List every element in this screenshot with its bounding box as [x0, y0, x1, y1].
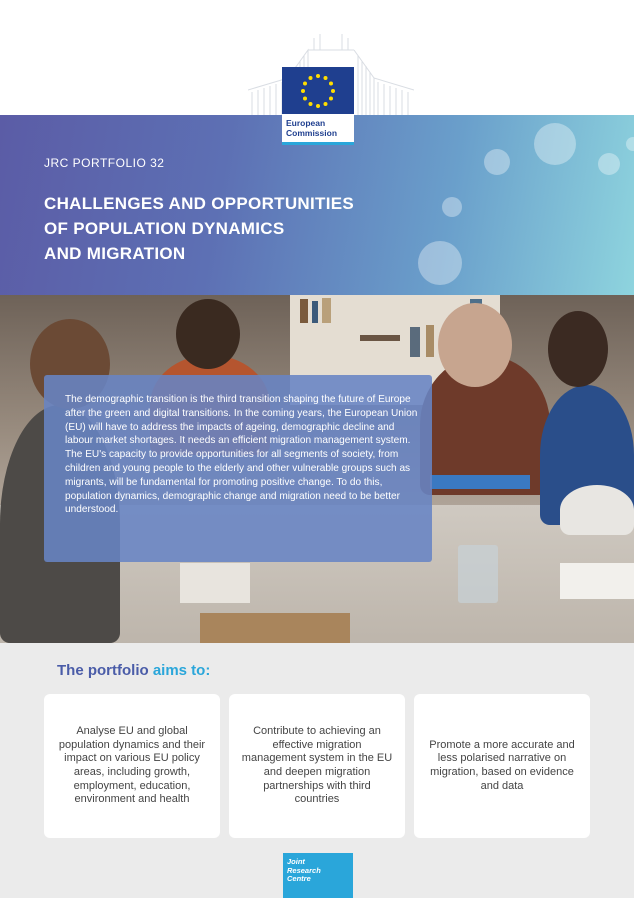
book	[360, 335, 400, 341]
page-title	[44, 191, 354, 266]
aim-card-3	[414, 694, 590, 838]
jrc-logo	[283, 853, 353, 898]
person-head	[438, 303, 512, 387]
decor-bubble	[442, 197, 462, 217]
tablet	[430, 475, 530, 489]
title-line-1: CHALLENGES AND OPPORTUNITIES	[44, 194, 355, 213]
person-head	[548, 311, 608, 387]
aim-card-text: Analyse EU and global population dynamics and their impact on various EU policy areas, including growth, employment, education, environment and health	[58, 725, 206, 806]
portfolio-number: JRC PORTFOLIO 32	[44, 156, 165, 170]
book	[426, 325, 434, 357]
decor-bubble	[626, 137, 634, 151]
european-commission-logo	[282, 67, 354, 145]
aims-heading-strong: The portfolio	[57, 662, 149, 679]
book	[312, 301, 318, 323]
ec-logo-bar	[282, 142, 354, 145]
aim-card-1	[44, 694, 220, 838]
intro-box	[44, 375, 432, 562]
ec-logo-line1: European	[286, 118, 326, 128]
ec-logo-text	[282, 114, 354, 142]
book	[300, 299, 308, 323]
decor-bubble	[534, 123, 576, 165]
paper-sheet	[180, 563, 250, 603]
book	[322, 298, 331, 323]
title-line-2: OF POPULATION DYNAMICS	[44, 219, 285, 238]
aim-card-text: Promote a more accurate and less polarised narrative on migration, based on evidence and data	[429, 738, 575, 792]
jrc-logo-line1: Joint	[287, 857, 305, 866]
notebook	[200, 613, 350, 643]
title-line-3: AND MIGRATION	[44, 244, 186, 263]
decor-bubble	[598, 153, 620, 175]
ec-logo-line2: Commission	[286, 128, 338, 138]
person-silhouette	[560, 485, 634, 535]
person-head	[176, 299, 240, 369]
decor-bubble	[484, 149, 510, 175]
decor-bubble	[418, 241, 462, 285]
jrc-logo-line3: Centre	[287, 874, 311, 883]
aims-heading-light: aims to:	[152, 662, 211, 679]
intro-text: The demographic transition is the third transition shaping the future of Europe after the green and digital transitions. In the coming years, the European Union (EU) will have to address the impacts of ageing, demographic decline and labour market shortages. It needs an efficient migration management system. The EU's capacity to provide opportunities for all segments of society, from children and young people to the elderly and other vulnerable groups such as migrants, will be fundamental for promoting positive change. To do this, population dynamics, demographic change and migration need to be better understood.	[65, 394, 418, 516]
aim-card-text: Contribute to achieving an effective migration management system in the EU and deepen migration partnerships with third countries	[241, 725, 393, 806]
paper-sheet	[560, 563, 634, 599]
aims-heading	[57, 662, 210, 679]
pen-cup	[458, 545, 498, 603]
eu-flag-icon	[282, 67, 354, 114]
jrc-logo-line2: Research	[287, 865, 321, 875]
aim-card-2	[229, 694, 405, 838]
book	[410, 327, 420, 357]
